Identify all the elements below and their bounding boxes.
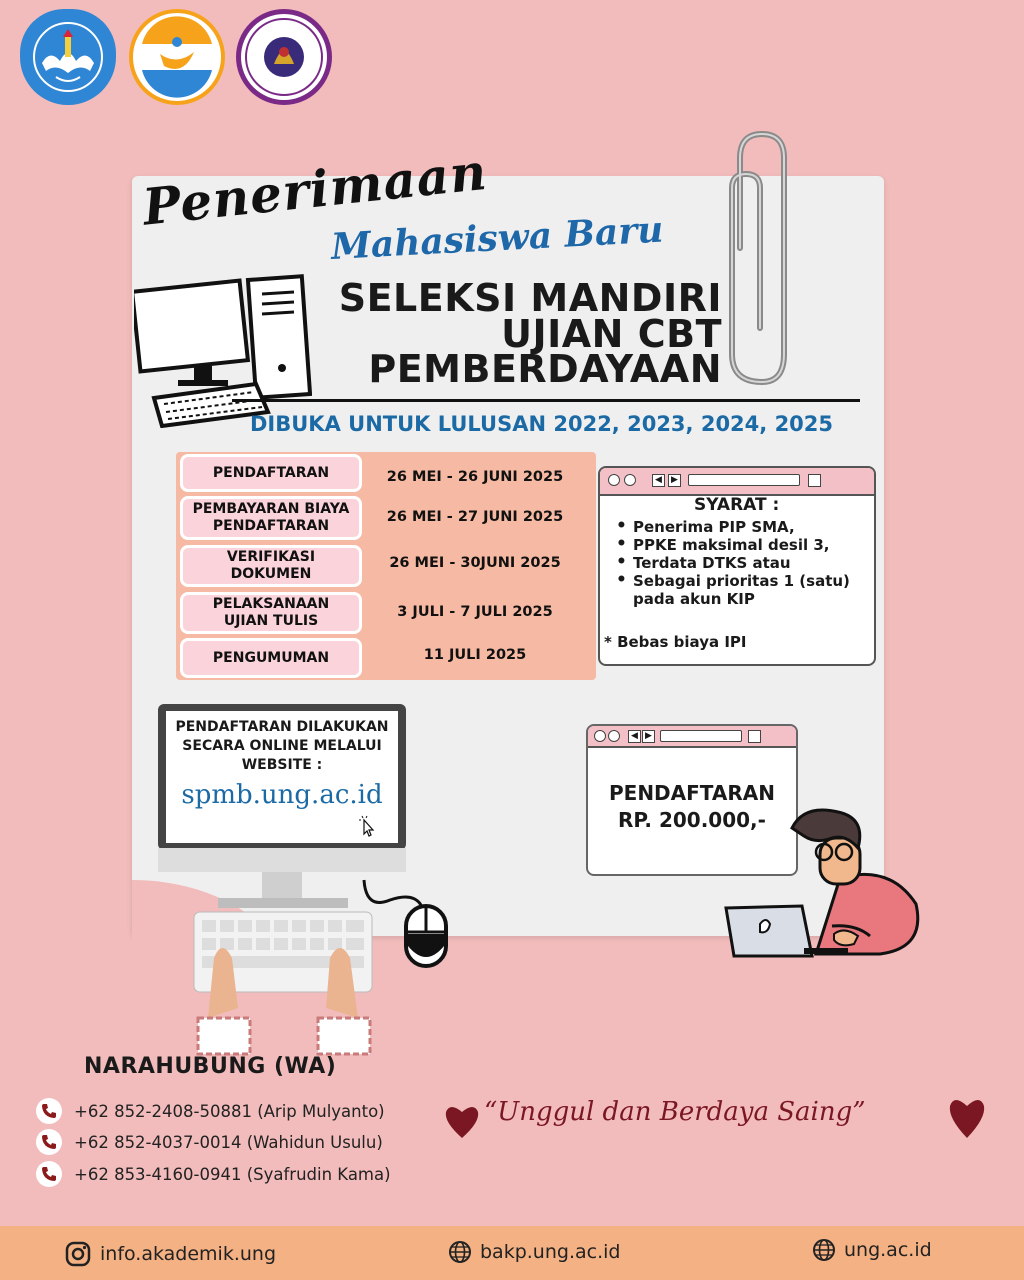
footer-website-ung[interactable] — [812, 1238, 932, 1262]
syarat-title: SYARAT : — [694, 495, 780, 515]
syarat-note: * Bebas biaya IPI — [604, 633, 747, 651]
fee-label: PENDAFTARAN — [609, 781, 775, 805]
person-laptop-illustration — [720, 808, 926, 958]
schedule-label: VERIFIKASI DOKUMEN — [180, 545, 362, 587]
schedule-label: PEMBAYARAN BIAYA PENDAFTARAN — [180, 496, 362, 540]
diktisaintek-berdampak-logo — [129, 9, 225, 105]
heart-icon — [442, 1100, 482, 1140]
heart-icon — [946, 1094, 988, 1140]
schedule-label: PENGUMUMAN — [180, 638, 362, 678]
title-penerimaan: Penerimaan — [140, 141, 490, 237]
contacts-title: NARAHUBUNG (WA) — [84, 1054, 337, 1079]
contact-item[interactable] — [36, 1161, 391, 1187]
schedule-label: PELAKSANAAN UJIAN TULIS — [180, 592, 362, 634]
phone-icon — [36, 1161, 62, 1187]
ung-emblem-icon — [243, 16, 325, 98]
window-dot-icon — [608, 730, 620, 742]
syarat-item: • Sebagai prioritas 1 (satu) pada akun KIP — [612, 572, 869, 608]
website-text: ung.ac.id — [844, 1239, 932, 1261]
window-button-icon — [748, 730, 761, 743]
divider-line — [232, 399, 860, 402]
headline-ujian-cbt: UJIAN CBT — [501, 312, 722, 356]
window-titlebar — [588, 726, 796, 748]
cursor-icon — [358, 814, 378, 838]
tut-wuri-handayani-logo — [20, 9, 116, 105]
globe-icon — [812, 1238, 836, 1262]
computer-illustration — [134, 272, 312, 428]
phone-icon — [36, 1098, 62, 1124]
phone-icon — [36, 1129, 62, 1155]
window-button-icon — [808, 474, 821, 487]
footer-instagram[interactable] — [64, 1240, 276, 1268]
headline-seleksi-mandiri: SELEKSI MANDIRI — [338, 276, 722, 320]
window-titlebar — [600, 468, 874, 496]
website-text: bakp.ung.ac.id — [480, 1241, 621, 1263]
back-arrow-icon: ◀ — [652, 474, 665, 487]
contact-text: +62 852-4037-0014 (Wahidun Usulu) — [74, 1132, 383, 1152]
schedule-label: PENDAFTARAN — [180, 454, 362, 492]
paperclip-icon — [718, 128, 808, 390]
globe-icon — [448, 1240, 472, 1264]
address-bar — [688, 474, 800, 486]
schedule-date: 3 JULI - 7 JULI 2025 — [397, 604, 553, 620]
schedule-date: 11 JULI 2025 — [423, 647, 527, 663]
contact-item[interactable] — [36, 1098, 385, 1124]
syarat-item: • Terdata DTKS atau — [612, 554, 869, 572]
contact-text: +62 853-4160-0941 (Syafrudin Kama) — [74, 1164, 391, 1184]
slogan-text: “Unggul dan Berdaya Saing” — [484, 1097, 866, 1127]
tut-wuri-emblem-icon — [28, 17, 108, 97]
back-arrow-icon: ◀ — [628, 730, 641, 743]
forward-arrow-icon: ▶ — [668, 474, 681, 487]
contact-item[interactable] — [36, 1129, 383, 1155]
diktisaintek-emblem-icon — [134, 14, 220, 100]
fee-amount: RP. 200.000,- — [618, 808, 766, 832]
contact-text: +62 852-2408-50881 (Arip Mulyanto) — [74, 1101, 385, 1121]
mouse-icon — [360, 870, 452, 970]
forward-arrow-icon: ▶ — [642, 730, 655, 743]
dibuka-text: DIBUKA UNTUK LULUSAN 2022, 2023, 2024, 2025 — [250, 412, 834, 436]
title-mahasiswa-baru: Mahasiswa Baru — [330, 208, 665, 268]
syarat-list — [612, 518, 869, 608]
universitas-negeri-gorontalo-logo — [236, 9, 332, 105]
window-dot-icon — [594, 730, 606, 742]
syarat-item: • Penerima PIP SMA, — [612, 518, 869, 536]
syarat-item: • PPKE maksimal desil 3, — [612, 536, 869, 554]
headline-pemberdayaan: PEMBERDAYAAN — [368, 347, 722, 391]
online-text: PENDAFTARAN DILAKUKAN SECARA ONLINE MELALUI WEBSITE : — [175, 719, 389, 773]
instagram-icon — [64, 1240, 92, 1268]
instagram-handle: info.akademik.ung — [100, 1243, 277, 1265]
address-bar — [660, 730, 742, 742]
footer-website-bakp[interactable] — [448, 1240, 620, 1264]
schedule-date: 26 MEI - 30JUNI 2025 — [389, 555, 561, 571]
schedule-date: 26 MEI - 26 JUNI 2025 — [386, 469, 564, 485]
window-dot-icon — [624, 474, 636, 486]
window-dot-icon — [608, 474, 620, 486]
registration-url[interactable]: spmb.ung.ac.id — [181, 780, 383, 810]
schedule-date: 26 MEI - 27 JUNI 2025 — [386, 509, 564, 525]
